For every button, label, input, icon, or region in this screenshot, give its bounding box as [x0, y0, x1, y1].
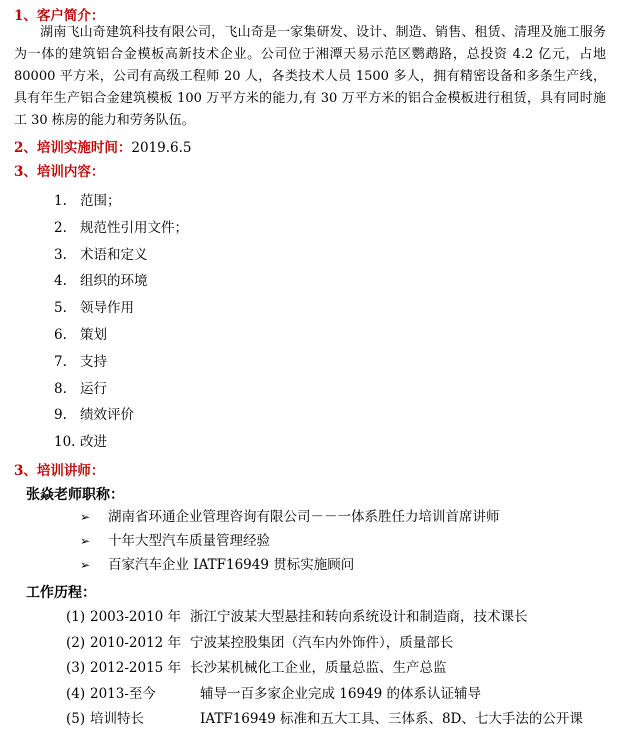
- list-item-text: 湖南省环通企业管理咨询有限公司－－一体系胜任力培训首席讲师: [108, 509, 500, 525]
- list-item: [66, 707, 583, 733]
- list-item-num: 5.: [54, 300, 67, 317]
- list-item-text: 领导作用: [80, 300, 134, 317]
- client-heading-text: 客户简介：: [36, 8, 105, 24]
- history-desc: 辅导一百多家企业完成 16949 的体系认证辅导: [200, 685, 482, 702]
- list-item: [66, 631, 583, 657]
- list-item: [54, 295, 188, 322]
- history-period: 2010-2012 年: [90, 634, 182, 651]
- list-item-text: 十年大型汽车质量管理经验: [108, 533, 270, 549]
- history-desc: 长沙某机械化工企业，质量总监、生产总监: [190, 660, 447, 676]
- list-item: [54, 376, 188, 403]
- list-item: [80, 529, 500, 553]
- history-period: 2003-2010 年: [90, 609, 182, 625]
- list-item-num: (1): [66, 609, 86, 625]
- arrow-bullet-icon: ➢: [80, 510, 91, 524]
- list-item-text: 运行: [80, 380, 107, 397]
- list-item: [66, 656, 583, 682]
- work-history-list: [66, 605, 583, 733]
- content-heading-num: 3、: [14, 164, 37, 180]
- list-item: [54, 349, 188, 376]
- list-item: [54, 215, 188, 242]
- list-item-text: 组织的环境: [80, 273, 148, 290]
- list-item-num: (4): [66, 685, 86, 702]
- date-heading-text: 培训实施时间：: [36, 140, 132, 156]
- list-item: [54, 242, 188, 269]
- list-item-num: 1.: [54, 193, 67, 209]
- list-item-text: 术语和定义: [80, 246, 148, 263]
- list-item-num: (5): [66, 711, 86, 727]
- list-item: [66, 605, 583, 631]
- list-item-num: 2.: [54, 219, 67, 236]
- lecturer-title-label: 张焱老师职称：: [26, 487, 124, 503]
- client-heading-num: 1、: [14, 8, 37, 24]
- list-item: [54, 322, 188, 349]
- work-history-label: 工作历程：: [26, 585, 96, 601]
- list-item-text: 改进: [80, 434, 107, 451]
- history-desc: 浙江宁波某大型悬挂和转向系统设计和制造商，技术课长: [190, 609, 528, 625]
- list-item-text: 支持: [80, 353, 107, 370]
- history-period: 培训特长: [90, 711, 144, 727]
- history-period: 2012-2015 年: [90, 660, 182, 676]
- client-heading: [14, 4, 104, 24]
- lecturer-heading-num: 3、: [14, 463, 37, 479]
- list-item-num: 10.: [54, 434, 76, 451]
- lecturer-heading-text: 培训讲师：: [36, 463, 105, 479]
- list-item: [54, 402, 188, 429]
- list-item: [80, 505, 500, 529]
- lecturer-heading: [14, 459, 104, 479]
- list-item-num: 6.: [54, 326, 67, 343]
- arrow-bullet-icon: ➢: [80, 534, 91, 548]
- lecturer-titles-list: [80, 505, 500, 577]
- list-item-text: 绩效评价: [80, 407, 134, 424]
- client-paragraph: [14, 22, 606, 132]
- list-item-text: 范围；: [80, 193, 121, 209]
- list-item-num: (2): [66, 634, 86, 651]
- list-item-text: 规范性引用文件；: [80, 219, 188, 236]
- date-heading: [14, 136, 192, 156]
- list-item-text: 百家汽车企业 IATF16949 贯标实施顾问: [108, 557, 355, 573]
- list-item-num: 3.: [54, 246, 67, 263]
- list-item: [66, 682, 583, 708]
- list-item-num: (3): [66, 660, 86, 676]
- list-item-text: 策划: [80, 326, 107, 343]
- content-heading: [14, 160, 104, 180]
- history-desc: IATF16949 标准和五大工具、三体系、8D、七大手法的公开课: [200, 711, 583, 727]
- list-item-num: 7.: [54, 353, 67, 370]
- training-date: 2019.6.5: [131, 140, 192, 156]
- content-heading-text: 培训内容：: [36, 164, 105, 180]
- content-list: [54, 188, 188, 456]
- list-item: [54, 429, 188, 456]
- list-item-num: 4.: [54, 273, 67, 290]
- list-item: [54, 268, 188, 295]
- history-period: 2013-至今: [90, 685, 156, 702]
- list-item-num: 8.: [54, 380, 67, 397]
- list-item: [80, 553, 500, 577]
- list-item-num: 9.: [54, 407, 67, 424]
- history-desc: 宁波某控股集团（汽车内外饰件），质量部长: [190, 634, 454, 651]
- list-item: [54, 188, 188, 215]
- arrow-bullet-icon: ➢: [80, 558, 91, 572]
- date-heading-num: 2、: [14, 140, 37, 156]
- client-paragraph-text: 湖南飞山奇建筑科技有限公司，飞山奇是一家集研发、设计、制造、销售、租赁、清理及施工服务为一体的建筑铝合金模板高新技术企业。公司位于湘潭天易示范区鹦鹉路，总投资 4.2 亿元，占地 80000 平方米，公司有高级工程师 20 人，各类技术人员 1500 多人，拥有精密设备和多条生产线，具有年生产铝合金建筑模板 100 万平方米的能力,有 30 万平方米的铝合金模板进行租赁，具有同时施工 30 栋房的能力和劳务队伍。: [14, 25, 606, 128]
